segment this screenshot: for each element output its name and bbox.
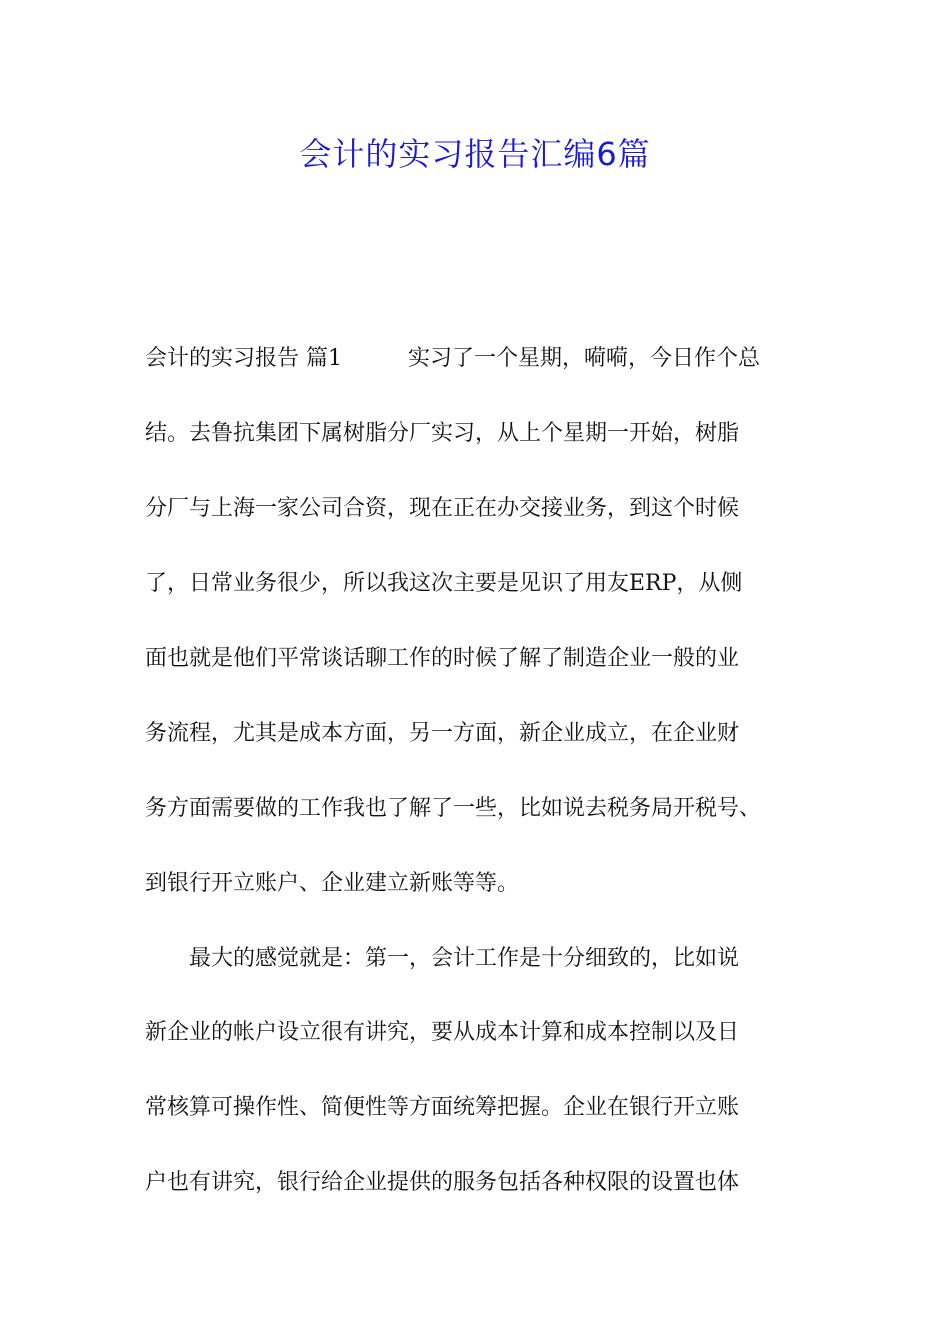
- text-line: 面也就是他们平常谈话聊工作的时候了解了制造企业一般的业: [145, 646, 740, 671]
- text-line: 常核算可操作性、简便性等方面统筹把握。企业在银行开立账: [145, 1095, 740, 1120]
- text-line: 务方面需要做的工作我也了解了一些，比如说去税务局开税号、: [145, 796, 762, 821]
- document-title: 会计的实习报告汇编6篇: [299, 135, 651, 173]
- text-line: 务流程，尤其是成本方面，另一方面，新企业成立，在企业财: [145, 721, 740, 746]
- text-line: 到银行开立账户、企业建立新账等等。: [145, 871, 520, 896]
- text-line: 新企业的帐户设立很有讲究，要从成本计算和成本控制以及日: [145, 1020, 740, 1045]
- text-line: 户也有讲究，银行给企业提供的服务包括各种权限的设置也体: [145, 1170, 740, 1195]
- text-line: 了，日常业务很少，所以我这次主要是见识了用友ERP，从侧: [145, 571, 743, 596]
- text-line: 最大的感觉就是：第一，会计工作是十分细致的，比如说: [145, 946, 740, 971]
- text-line: 分厂与上海一家公司合资，现在正在办交接业务，到这个时候: [145, 496, 740, 521]
- text-line: 结。去鲁抗集团下属树脂分厂实习，从上个星期一开始，树脂: [145, 421, 740, 446]
- text-line: 会计的实习报告 篇1 实习了一个星期，嗬嗬，今日作个总: [145, 346, 760, 371]
